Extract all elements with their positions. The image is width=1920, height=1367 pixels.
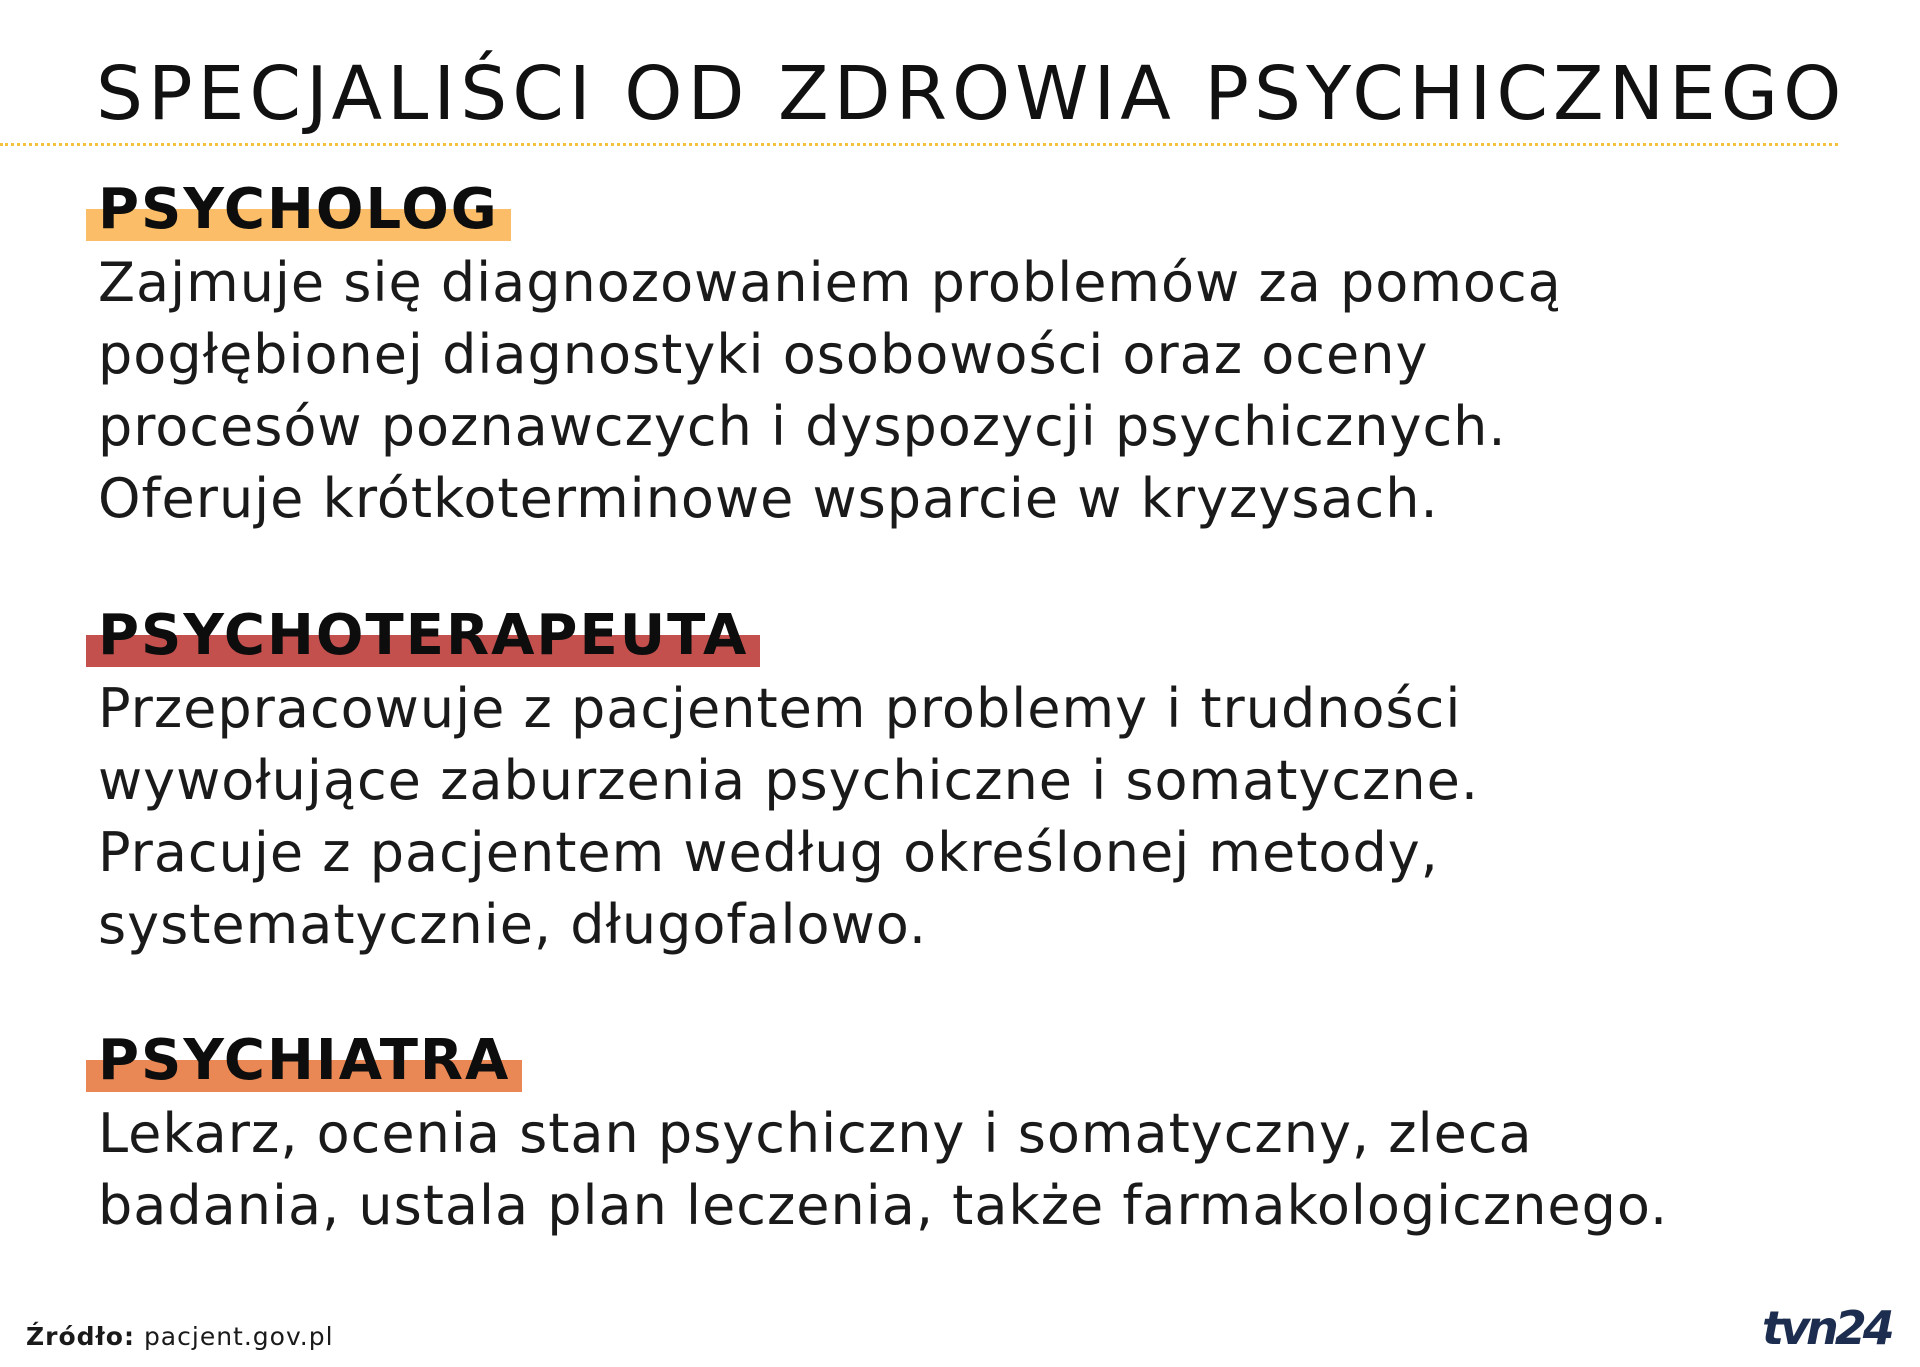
section-description-psychiatra	[98, 1098, 1668, 1242]
description-line: badania, ustala plan leczenia, także farmakologicznego.	[98, 1174, 1669, 1237]
section-heading-psychoterapeuta	[86, 603, 760, 669]
source-label: Źródło:	[26, 1322, 135, 1351]
description-line: pogłębionej diagnostyki osobowości oraz oceny	[98, 323, 1429, 386]
section-heading-label: PSYCHIATRA	[98, 1028, 511, 1093]
description-line: Zajmuje się diagnozowaniem problemów za pomocą	[98, 251, 1562, 314]
description-line: procesów poznawczych i dyspozycji psychicznych.	[98, 395, 1507, 458]
section-description-psycholog	[98, 247, 1562, 535]
description-line: Przepracowuje z pacjentem problemy i trudności	[98, 677, 1462, 740]
source-credit	[26, 1322, 334, 1351]
section-heading-label: PSYCHOTERAPEUTA	[98, 603, 749, 668]
tvn24-logo-icon	[1762, 1302, 1908, 1354]
source-value: pacjent.gov.pl	[143, 1322, 334, 1351]
description-line: Oferuje krótkoterminowe wsparcie w kryzysach.	[98, 467, 1439, 530]
page-title: SPECJALIŚCI OD ZDROWIA PSYCHICZNEGO	[96, 51, 1847, 137]
title-divider	[0, 143, 1838, 146]
section-heading-psychiatra	[86, 1028, 522, 1094]
description-line: wywołujące zaburzenia psychiczne i somatyczne.	[98, 749, 1479, 812]
description-line: Pracuje z pacjentem według określonej metody,	[98, 821, 1439, 884]
description-line: Lekarz, ocenia stan psychiczny i somatyczny, zleca	[98, 1102, 1533, 1165]
section-heading-psycholog	[86, 177, 511, 243]
description-line: systematycznie, długofalowo.	[98, 893, 927, 956]
logo-text: tvn24	[1762, 1302, 1891, 1354]
section-heading-label: PSYCHOLOG	[98, 177, 499, 242]
section-description-psychoterapeuta	[98, 673, 1479, 961]
